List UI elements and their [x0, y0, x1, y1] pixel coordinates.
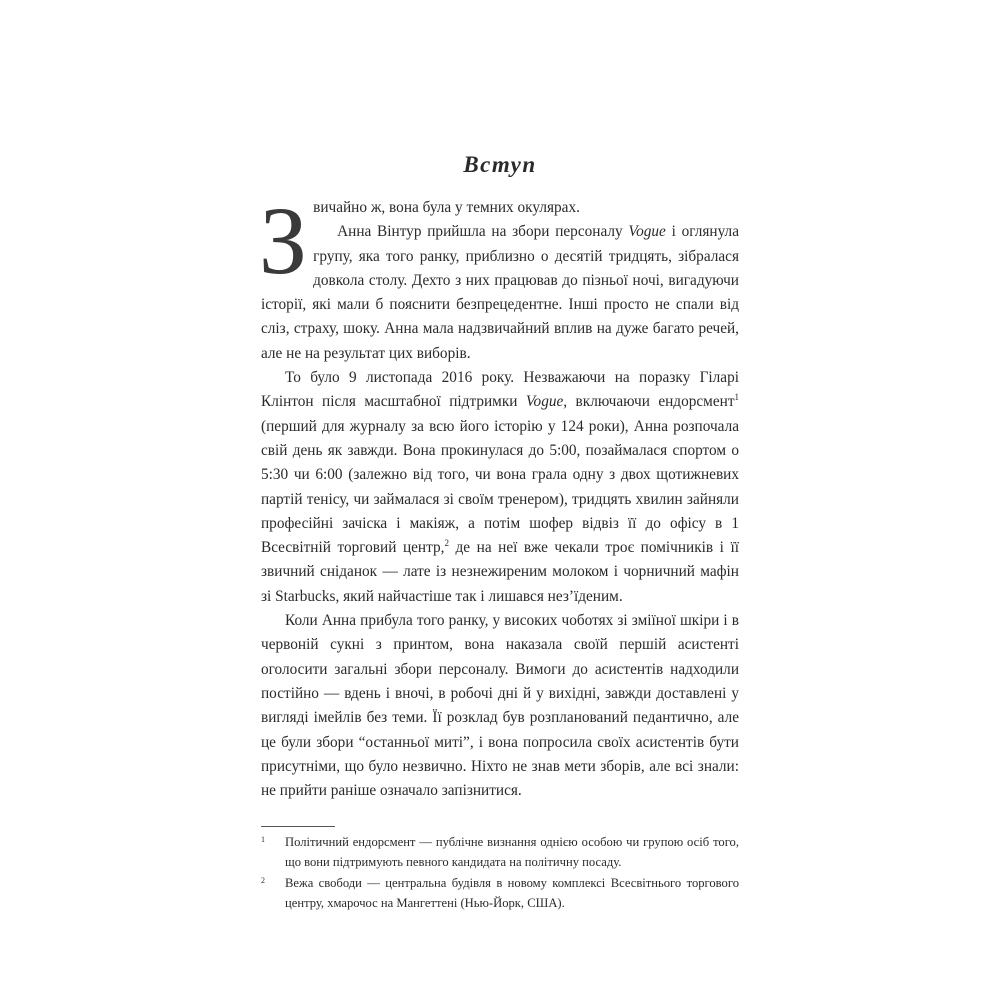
body-text: [259, 187, 740, 803]
footnotes: [261, 833, 739, 915]
magazine-name: Vogue: [628, 223, 666, 241]
footnote-text: Вежа свободи — центральна будівля в новому комплексі Всесвітнього торгового центру, хмарочос на Мангеттені (Нью-Йорк, США).: [285, 876, 739, 910]
paragraph-2-text-b: і оглянула групу, яка того ранку, приблизно о десятій тридцять, зібралася довкола столу. Дехто з них працював до пізньої ночі, вигадуючи історії, які мали б пояснити безпрецедентне. Інші просто не спали від сліз, страху, шоку. Анна мала надзвичайний вплив на дуже багато речей, але не на результат цих виборів.: [261, 223, 739, 362]
magazine-name: Vogue: [525, 393, 564, 411]
paragraph-4: Коли Анна прибула того ранку, у високих чоботях зі зміїної шкіри і в червоній сукні з принтом, вона наказала своїй першій асистенті оголосити загальні збори персоналу. Вимоги до асистентів надходили постійно — вдень і вночі, в робочі дні й у вихідні, завжди доставлені у вигляді імейлів без теми. Її розклад був розпланований педантично, але це були збори “останньої миті”, і вона попросила своїх асистентів бути присутніми, що було незвично. Ніхто не знав мети зборів, але всі знали: не прийти раніше означало запізнитися.: [261, 612, 739, 800]
footnote-divider: [261, 826, 335, 827]
footnote-ref-2[interactable]: 2: [444, 538, 449, 549]
drop-cap: З: [259, 187, 308, 294]
paragraph-3-text-b: , включаючи ендорсмент: [563, 393, 735, 411]
footnote-text: Політичний ендорсмент — публічне визнання однією особою чи групою осіб того, що вони підтримують певного кандидата на політичну посаду.: [285, 835, 739, 869]
footnote-ref-1[interactable]: 1: [734, 392, 740, 403]
paragraph-3: [261, 366, 739, 609]
footnote-1: [261, 833, 739, 872]
paragraph-3-text-a: То було 9 листопада 2016 року. Незважаючи на поразку Гіларі Клінтон після масштабної підтримки: [261, 369, 739, 411]
footnote-2: [261, 874, 739, 913]
paragraph-1-text: вичайно ж, вона була у темних окулярах.: [313, 199, 580, 216]
paragraph-2: [261, 220, 739, 366]
footnote-number: 1: [261, 835, 265, 844]
paragraph-2-text-a: Анна Вінтур прийшла на збори персоналу: [337, 223, 629, 241]
footnote-number: 2: [261, 876, 265, 885]
chapter-title: Вступ: [463, 152, 537, 177]
paragraph-3-text-c: (перший для журналу за всю його історію у 124 роки), Анна розпочала свій день як завжди. Вона прокинулася до 5:00, позаймалася спортом о 5:30 чи 6:00 (залежно від того, чи вона грала одну з двох щотижневих партій тенісу, чи займалася зі своїм тренером), тридцять хвилин зайняли професійні зачіска і макіяж, а потім шофер відвіз її до офісу в 1 Всесвітній торговий центр,: [261, 417, 739, 557]
paragraph-3-text-d: де на неї вже чекали троє помічників і її звичний сніданок — лате із незнежиреним молоком і чорничний мафін зі Starbucks, який найчастіше так і лишався нез’їденим.: [261, 539, 739, 605]
